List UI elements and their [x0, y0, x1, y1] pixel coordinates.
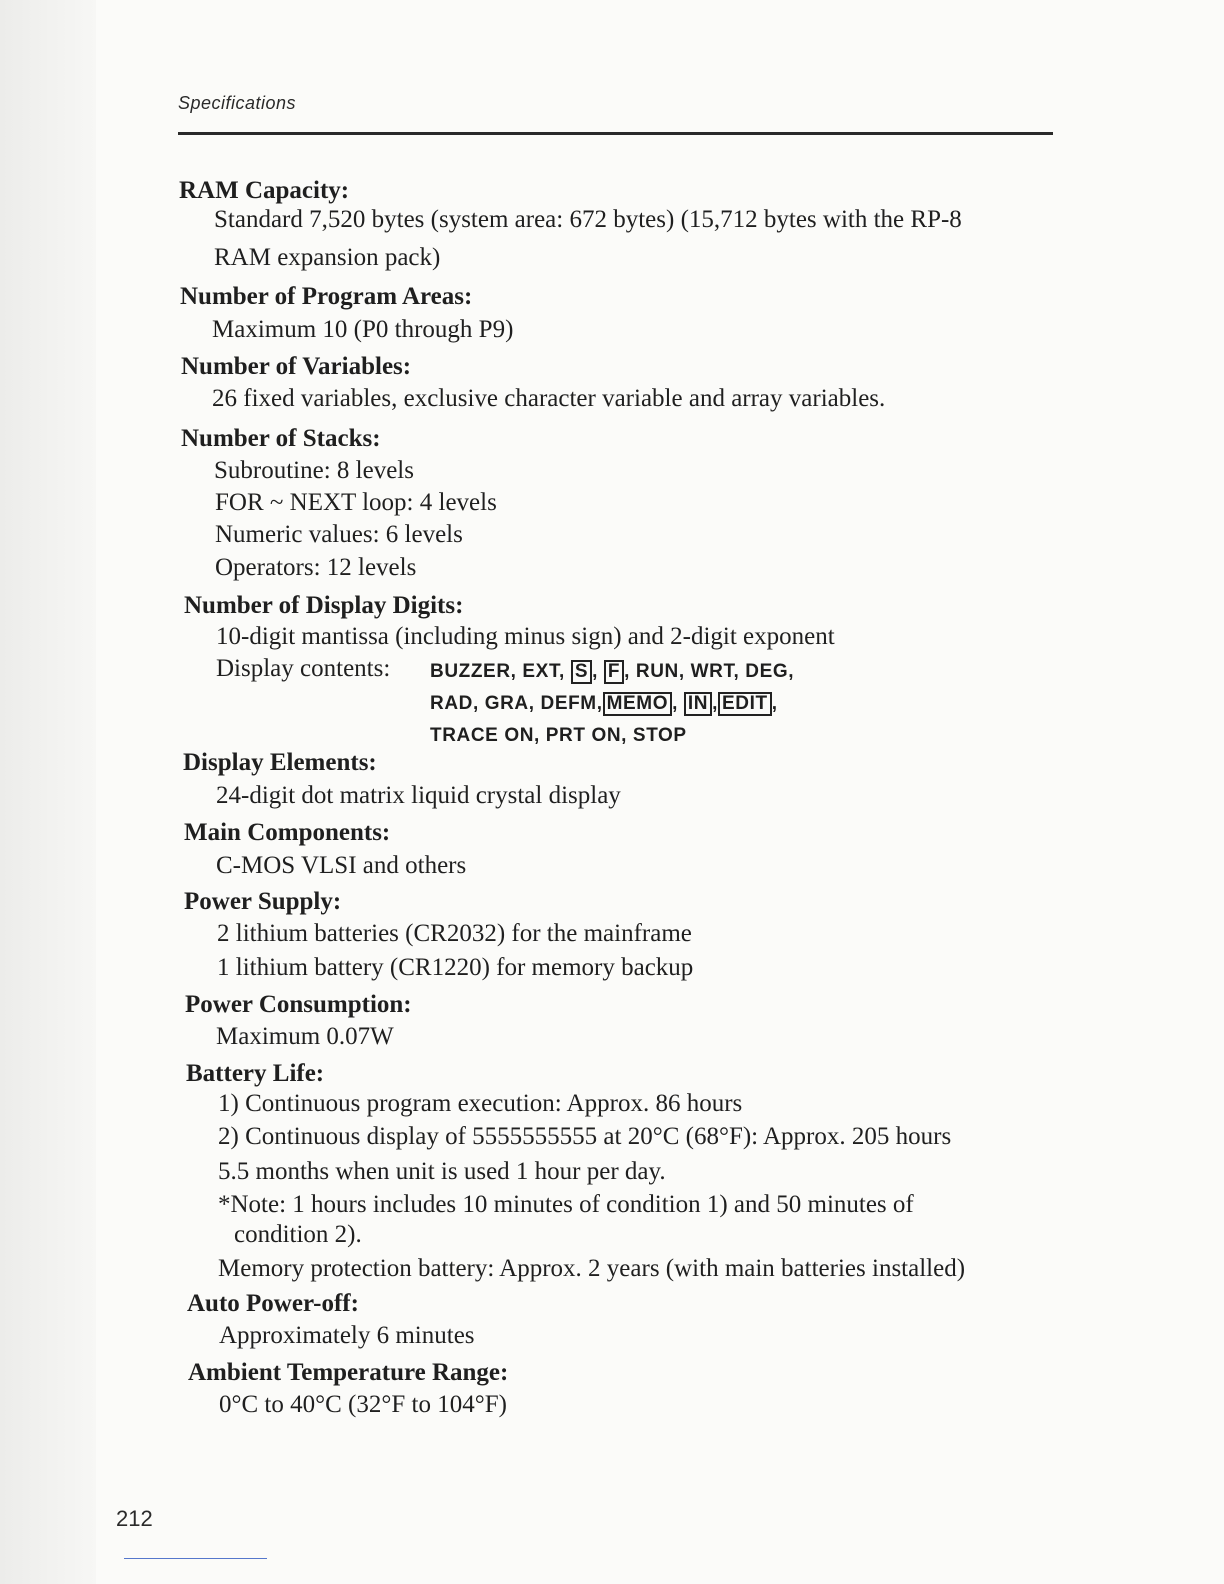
- stacks-item: Numeric values: 6 levels: [215, 521, 463, 548]
- ambient-temperature-heading: Ambient Temperature Range:: [188, 1359, 509, 1386]
- stacks-heading: Number of Stacks:: [181, 425, 381, 452]
- display-contents-text: BUZZER, EXT,: [430, 661, 565, 682]
- display-contents-text: ,: [712, 693, 718, 714]
- auto-power-off-heading: Auto Power-off:: [187, 1290, 359, 1317]
- main-components-heading: Main Components:: [184, 819, 391, 846]
- display-elements-heading: Display Elements:: [183, 749, 377, 776]
- power-consumption-heading: Power Consumption:: [185, 991, 412, 1018]
- display-elements-line1: 24-digit dot matrix liquid crystal display: [216, 782, 621, 809]
- battery-life-note: *Note: 1 hours includes 10 minutes of condition 1) and 50 minutes of: [218, 1191, 914, 1218]
- display-contents-row1: [430, 657, 794, 687]
- in-key-symbol: IN: [684, 692, 712, 716]
- edit-key-symbol: EDIT: [718, 692, 772, 716]
- power-consumption-line1: Maximum 0.07W: [216, 1023, 394, 1050]
- battery-life-heading: Battery Life:: [186, 1060, 325, 1087]
- display-contents-text: , RUN, WRT, DEG,: [624, 661, 795, 682]
- battery-life-line1: 1) Continuous program execution: Approx. 86 hours: [218, 1090, 743, 1117]
- display-contents-label: Display contents:: [216, 655, 391, 682]
- battery-life-note-cont: condition 2).: [234, 1221, 362, 1248]
- ram-capacity-line1: Standard 7,520 bytes (system area: 672 bytes) (15,712 bytes with the RP-8: [214, 206, 962, 233]
- page-number: 212: [116, 1506, 153, 1531]
- ambient-temperature-line1: 0°C to 40°C (32°F to 104°F): [219, 1391, 507, 1418]
- display-contents-text: RAD, GRA, DEFM,: [430, 693, 603, 714]
- battery-life-line3: 5.5 months when unit is used 1 hour per day.: [218, 1158, 666, 1185]
- variables-line1: 26 fixed variables, exclusive character variable and array variables.: [212, 385, 886, 412]
- display-contents-text: ,: [592, 661, 598, 682]
- display-digits-line1: 10-digit mantissa (including minus sign) and 2-digit exponent: [216, 623, 835, 650]
- f-key-symbol: F: [604, 660, 624, 684]
- display-contents-row2: [430, 689, 778, 719]
- stacks-item: Operators: 12 levels: [215, 554, 417, 581]
- display-contents-text: ,: [672, 693, 679, 714]
- stacks-item: FOR ~ NEXT loop: 4 levels: [215, 489, 497, 516]
- program-areas-heading: Number of Program Areas:: [180, 283, 473, 310]
- memo-key-symbol: MEMO: [603, 692, 673, 716]
- s-key-symbol: S: [571, 660, 592, 684]
- display-contents-row3: TRACE ON, PRT ON, STOP: [430, 725, 687, 746]
- power-supply-line2: 1 lithium battery (CR1220) for memory backup: [217, 954, 694, 981]
- display-contents-text: ,: [771, 693, 778, 714]
- ram-capacity-line2: RAM expansion pack): [214, 244, 441, 271]
- variables-heading: Number of Variables:: [181, 353, 412, 380]
- auto-power-off-line1: Approximately 6 minutes: [219, 1322, 475, 1349]
- program-areas-line1: Maximum 10 (P0 through P9): [212, 316, 514, 343]
- display-digits-heading: Number of Display Digits:: [184, 592, 464, 619]
- main-components-line1: C-MOS VLSI and others: [216, 852, 467, 879]
- battery-life-line2: 2) Continuous display of 5555555555 at 20°C (68°F): Approx. 205 hours: [218, 1123, 952, 1150]
- battery-life-line4: Memory protection battery: Approx. 2 years (with main batteries installed): [218, 1255, 966, 1282]
- power-supply-line1: 2 lithium batteries (CR2032) for the mainframe: [217, 920, 692, 947]
- running-header: Specifications: [178, 93, 297, 113]
- power-supply-heading: Power Supply:: [184, 888, 342, 915]
- stacks-item: Subroutine: 8 levels: [214, 457, 414, 484]
- footer-divider: [124, 1558, 267, 1559]
- ram-capacity-heading: RAM Capacity:: [179, 177, 350, 204]
